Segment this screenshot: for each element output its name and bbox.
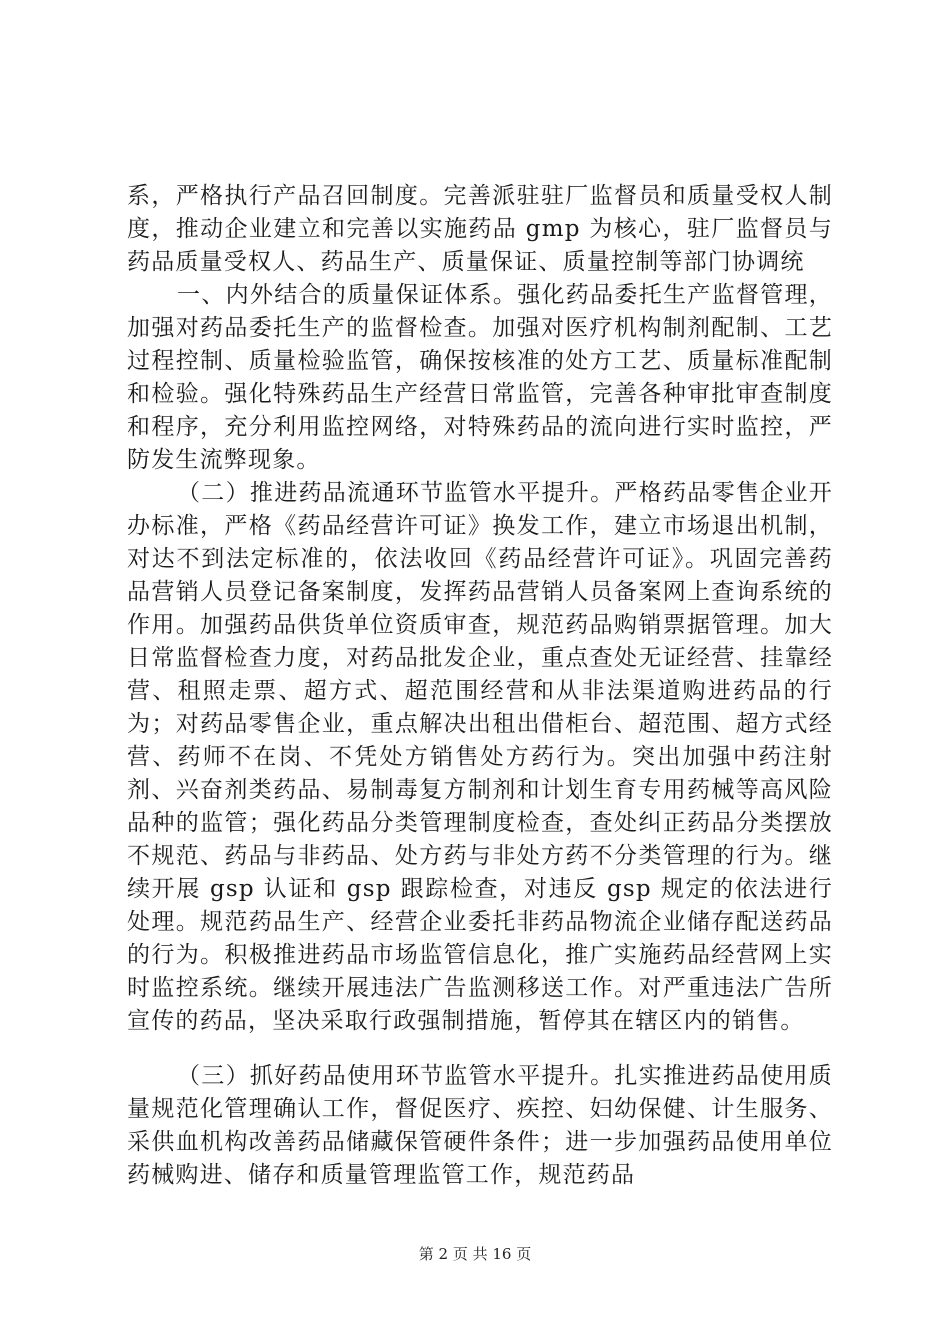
page-footer	[0, 1244, 950, 1264]
page-number-label: 第 2 页 共 16 页	[418, 1245, 532, 1263]
paragraph-section-two: （二）推进药品流通环节监管水平提升。严格药品零售企业开办标准，严格《药品经营许可证》换发工作，建立市场退出机制，对达不到法定标准的，依法收回《药品经营许可证》。巩固完善药品营销人员登记备案制度，发挥药品营销人员备案网上查询系统的作用。加强药品供货单位资质审查，规范药品购销票据管理。加大日常监督检查力度，对药品批发企业，重点查处无证经营、挂靠经营、租照走票、超方式、超范围经营和从非法渠道购进药品的行为；对药品零售企业，重点解决出租出借柜台、超范围、超方式经营、药师不在岗、不凭处方销售处方药行为。突出加强中药注射剂、兴奋剂类药品、易制毒复方制剂和计划生育专用药械等高风险品种的监管；强化药品分类管理制度检查，查处纠正药品分类摆放不规范、药品与非药品、处方药与非处方药不分类管理的行为。继续开展 gsp 认证和 gsp 跟踪检查，对违反 gsp 规定的依法进行处理。规范药品生产、经营企业委托非药品物流企业储存配送药品的行为。积极推进药品市场监管信息化，推广实施药品经营网上实时监控系统。继续开展违法广告监测移送工作。对严重违法广告所宣传的药品，坚决采取行政强制措施，暂停其在辖区内的销售。	[127, 480, 833, 1034]
paragraph-section-three: （三）抓好药品使用环节监管水平提升。扎实推进药品使用质量规范化管理确认工作，督促医疗、疾控、妇幼保健、计生服务、采供血机构改善药品储藏保管硬件条件；进一步加强药品使用单位药械购进、储存和质量管理监管工作，规范药品	[127, 1063, 833, 1188]
paragraph-continuation: 系，严格执行产品召回制度。完善派驻驻厂监督员和质量受权人制度，推动企业建立和完善以实施药品 gmp 为核心，驻厂监督员与药品质量受权人、药品生产、质量保证、质量控制等部门协调统	[127, 183, 833, 275]
document-body	[127, 180, 833, 1192]
paragraph-section-one: 一、内外结合的质量保证体系。强化药品委托生产监督管理，加强对药品委托生产的监督检查。加强对医疗机构制剂配制、工艺过程控制、质量检验监管，确保按核准的处方工艺、质量标准配制和检验。强化特殊药品生产经营日常监管，完善各种审批审查制度和程序，充分利用监控网络，对特殊药品的流向进行实时监控，严防发生流弊现象。	[127, 282, 833, 473]
